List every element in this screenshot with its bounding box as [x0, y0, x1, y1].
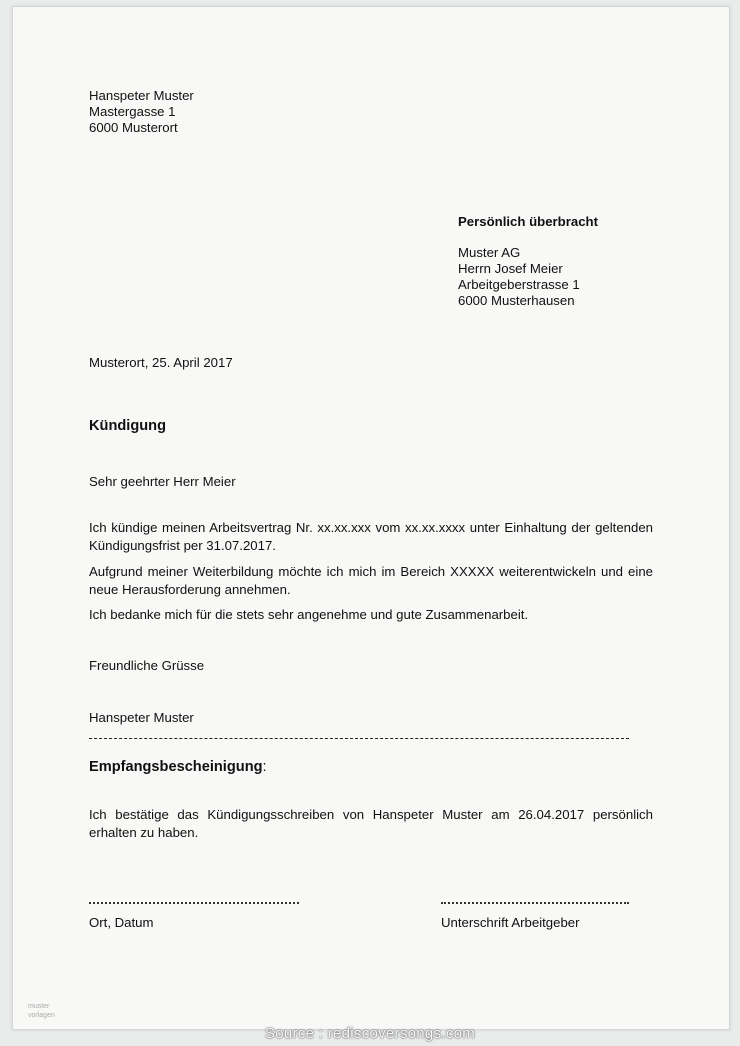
- body-paragraph-notice: Ich kündige meinen Arbeitsvertrag Nr. xx.xx.xxx vom xx.xx.xxxx unter Einhaltung der geltenden Kündigungsfrist per 31.07.2017.: [89, 520, 653, 553]
- receipt-title-text: Empfangsbescheinigung: [89, 759, 263, 775]
- watermark-line-1: muster: [28, 1003, 50, 1010]
- subject-heading: Kündigung: [89, 418, 166, 434]
- sender-street: Mastergasse 1: [89, 104, 176, 119]
- body-paragraph-reason: Aufgrund meiner Weiterbildung möchte ich mich im Bereich XXXXX weiterentwickeln und eine neue Herausforderung annehmen.: [89, 564, 653, 597]
- source-caption: Source : rediscoversongs.com: [264, 1025, 476, 1042]
- delivery-note: Persönlich überbracht: [458, 214, 598, 229]
- receipt-title: [89, 759, 267, 775]
- signature-line: [441, 902, 629, 904]
- sender-city: 6000 Musterort: [89, 120, 178, 135]
- place-date: Musterort, 25. April 2017: [89, 355, 233, 370]
- place-date-line: [89, 902, 299, 904]
- letter-page: [12, 6, 730, 1030]
- signature-name: Hanspeter Muster: [89, 710, 194, 725]
- place-date-label: Ort, Datum: [89, 915, 154, 930]
- watermark-line-2: vorlagen: [28, 1012, 55, 1019]
- receipt-text: Ich bestätige das Kündigungsschreiben von Hanspeter Muster am 26.04.2017 persönlich erhalten zu haben.: [89, 807, 653, 840]
- recipient-street: Arbeitgeberstrasse 1: [458, 277, 580, 292]
- sender-name: Hanspeter Muster: [89, 88, 194, 103]
- closing: Freundliche Grüsse: [89, 658, 205, 673]
- cut-line: [89, 738, 629, 739]
- recipient-company: Muster AG: [458, 245, 521, 260]
- body-paragraph-thanks: Ich bedanke mich für die stets sehr angenehme und gute Zusammenarbeit.: [89, 607, 529, 622]
- watermark: [28, 1002, 55, 1020]
- receipt-title-colon: :: [262, 759, 267, 775]
- salutation: Sehr geehrter Herr Meier: [89, 474, 236, 489]
- recipient-person: Herrn Josef Meier: [458, 261, 563, 276]
- signature-label: Unterschrift Arbeitgeber: [441, 915, 580, 930]
- recipient-city: 6000 Musterhausen: [458, 293, 575, 308]
